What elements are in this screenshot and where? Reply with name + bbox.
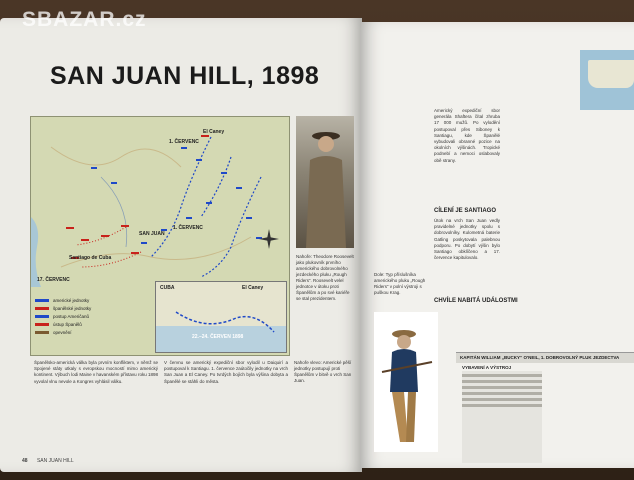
legend-swatch [35, 299, 49, 302]
battle-map [30, 116, 290, 356]
legend-swatch [35, 331, 49, 334]
text-line [462, 380, 542, 383]
sidebar-header-text: KAPITÁN WILLIAM „BUCKY“ O'NEIL, 1. DOBROVOLNÝ PLUK JEZDECTVA [460, 355, 620, 360]
corner-map [580, 50, 634, 110]
legend-swatch [35, 323, 49, 326]
inset-label-date-range: 22.–24. ČERVEN 1898 [192, 334, 244, 340]
map-legend [35, 297, 145, 337]
middle-caption: Nahoře vlevo: Americké pěší jednotky postupují proti Španělům v bitvě o vrch San Juan. [294, 360, 352, 383]
text-line [462, 404, 542, 407]
heading-unconquerable: CHVÍLE NABITÁ UDÁLOSTMI [434, 298, 518, 304]
legend-text: opevnění [53, 330, 72, 335]
page-number: 48 [22, 458, 28, 464]
map-label-el-caney: El Caney [203, 129, 225, 135]
legend-row [35, 305, 145, 312]
page-title: SAN JUAN HILL, 1898 [50, 62, 320, 90]
sidebar-box [456, 352, 634, 463]
rough-rider-figure [374, 312, 438, 452]
heading-target: CÍLENÍ JE SANTIAGO [434, 208, 497, 214]
inset-label-cuba: CUBA [160, 285, 175, 291]
inset-label-el-caney: El Caney [242, 285, 264, 291]
text-line [462, 374, 542, 377]
road [51, 147, 181, 167]
text-line [462, 392, 542, 395]
left-body-column-2: V červnu se americký expediční sbor vylodil u Daiquirí a postupoval k Santiagu. 1. července zaútočily jednotky na vrch San Juan a El Caney. Po tvrdých bojích byla výšina dobyta a Španělé se stáhli do města. [164, 360, 288, 384]
legend-row [35, 313, 145, 320]
left-page [0, 18, 362, 472]
map-label-first-july-top: 1. ČERVENC [169, 139, 199, 145]
roosevelt-caption: Nahoře: Theodore Roosevelt jako plukovník prvního amerického dobrovolného jezdeckého pluku „Rough Riders“. Roosevelt velel jednotce v útoku proti Španělům a po své kariéře se stal prezidentem. [296, 254, 354, 301]
legend-swatch [35, 315, 49, 318]
spanish-units [66, 135, 209, 259]
running-head: SAN JUAN HILL [36, 458, 74, 464]
text-line [462, 386, 542, 389]
legend-text: americké jednotky [53, 298, 90, 303]
right-page [360, 22, 634, 468]
spanish-retreat-lines [76, 227, 141, 267]
corner-map-land [588, 60, 634, 88]
inset-drawing [156, 282, 286, 352]
left-footer [22, 458, 74, 464]
compass-rose [259, 229, 279, 249]
roosevelt-figure [296, 116, 354, 248]
text-line [462, 398, 542, 401]
legend-row [35, 329, 145, 336]
left-body-column-1: Španělsko-americká válka byla prvním konfliktem, v němž se Spojené státy utkaly s evropskou mocností mimo americký kontinent. Výbuch lodi Maine v havanském přístavu roku 1898 vyvolal vlnu nevole a Kongres vyhlásil válku. [34, 360, 158, 384]
map-label-first-july-mid: 1. ČERVENC [173, 225, 203, 231]
inset-map [155, 281, 287, 353]
legend-text: postup Američanů [53, 314, 90, 319]
legend-row [35, 321, 145, 328]
roosevelt-photo [296, 116, 354, 248]
sidebar-subhead: VYBAVENÍ A VÝSTROJ [462, 365, 512, 370]
legend-swatch [35, 307, 49, 310]
legend-text: ústup Španělů [53, 322, 82, 327]
road [61, 237, 251, 267]
rough-rider-illustration [374, 312, 438, 452]
map-label-seventeenth: 17. ČERVENC [37, 277, 70, 283]
rough-rider-caption: Dole: Typ příslušníka amerického pluku „Rough Riders“ v polní výstroji s puškou Krag. [374, 272, 426, 295]
map-label-san-juan: SAN JUAN [139, 231, 165, 237]
sidebar-inner [462, 371, 542, 463]
right-body-column-1: Americký expediční sbor generála Shaftera čítal zhruba 17 000 mužů. Po vylodění postupoval přes Siboney k Santiagu, kde Španělé vybudovali obranné pozice na okolních výšinách. Tropické podnebí a nemoci oslabovaly obě strany. [434, 108, 500, 163]
legend-row [35, 297, 145, 304]
legend-text: španělské jednotky [53, 306, 92, 311]
sidebar-header [456, 353, 634, 363]
watermark: SBAZAR.cz [22, 8, 147, 31]
right-body-column-2: Útok na vrch San Juan vedly pravidelné jednotky spolu s dobrovolníky. Kulometná baterie Gatling poskytovala palebnou podporu. Po dobytí výšin bylo Santiago obklíčeno a 17. července kapitulovalo. [434, 218, 500, 261]
map-label-santiago: Santiago de Cuba [69, 255, 112, 261]
